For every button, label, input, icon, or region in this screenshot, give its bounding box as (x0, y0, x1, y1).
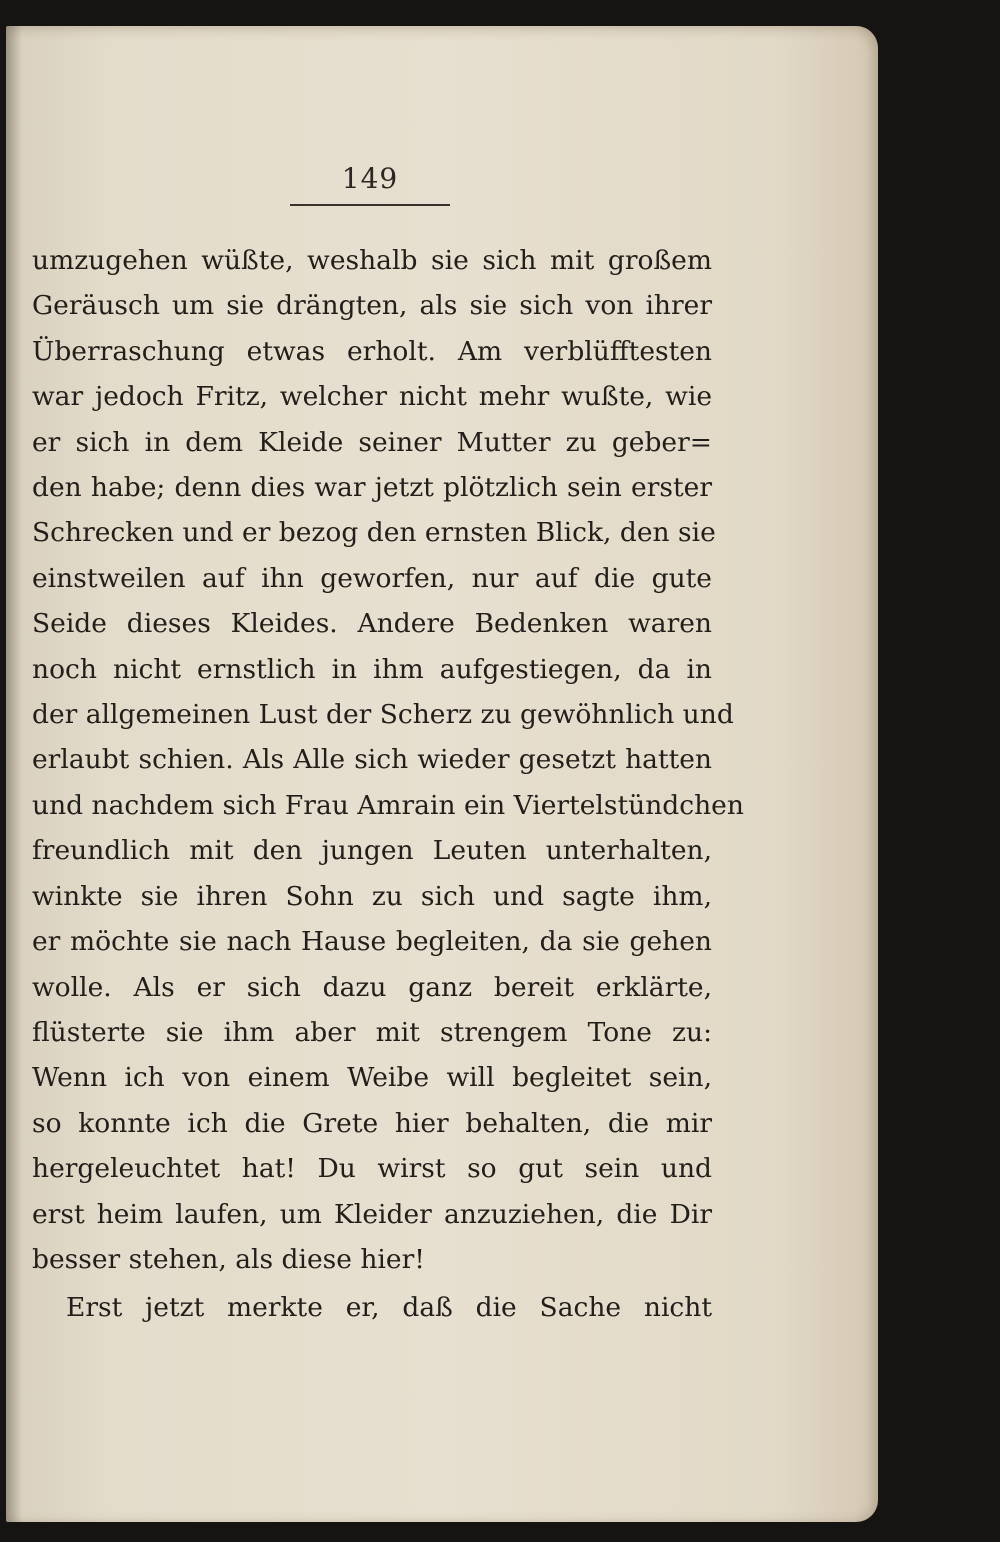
text-line: einstweilen auf ihn geworfen, nur auf die gute (32, 562, 712, 594)
text-line: freundlich mit den jungen Leuten unterhalten, (32, 835, 712, 867)
text-line: den habe; denn dies war jetzt plötzlich sein erster (32, 472, 712, 504)
text-line: und nachdem sich Frau Amrain ein Viertelstündchen (32, 789, 744, 821)
text-line: Überraschung etwas erholt. Am verblüfftesten (32, 335, 712, 367)
text-line: er möchte sie nach Hause begleiten, da sie gehen (32, 926, 712, 958)
text-line: noch nicht ernstlich in ihm aufgestiegen, da in (32, 653, 712, 685)
text-line: war jedoch Fritz, welcher nicht mehr wußte, wie (32, 381, 712, 413)
text-line: der allgemeinen Lust der Scherz zu gewöhnlich und (32, 699, 734, 731)
page-number: 149 (341, 162, 399, 195)
text-line: Geräusch um sie drängten, als sie sich von ihrer (32, 290, 712, 322)
text-line: er sich in dem Kleide seiner Mutter zu geber= (32, 426, 712, 458)
text-line: winkte sie ihren Sohn zu sich und sagte ihm, (32, 880, 712, 912)
text-line: Schrecken und er bezog den ernsten Blick, den sie (32, 517, 716, 549)
text-line: Seide dieses Kleides. Andere Bedenken waren (32, 608, 712, 640)
text-line: wolle. Als er sich dazu ganz bereit erklärte, (32, 971, 712, 1003)
text-line: Erst jetzt merkte er, daß die Sache nicht (66, 1292, 712, 1324)
page-number-rule (290, 204, 450, 206)
spine-shadow (6, 26, 22, 1522)
text-line: flüsterte sie ihm aber mit strengem Tone zu: (32, 1016, 712, 1048)
text-line: hergeleuchtet hat! Du wirst so gut sein und (32, 1153, 712, 1185)
text-line: erst heim laufen, um Kleider anzuziehen, die Dir (32, 1198, 712, 1230)
text-line: besser stehen, als diese hier! (32, 1243, 425, 1275)
text-line: so konnte ich die Grete hier behalten, die mir (32, 1107, 712, 1139)
book-page (6, 26, 878, 1522)
body-text (32, 238, 744, 1331)
text-line: erlaubt schien. Als Alle sich wieder gesetzt hatten (32, 744, 712, 776)
text-line: Wenn ich von einem Weibe will begleitet sein, (32, 1062, 712, 1094)
text-line: umzugehen wüßte, weshalb sie sich mit großem (32, 245, 712, 276)
